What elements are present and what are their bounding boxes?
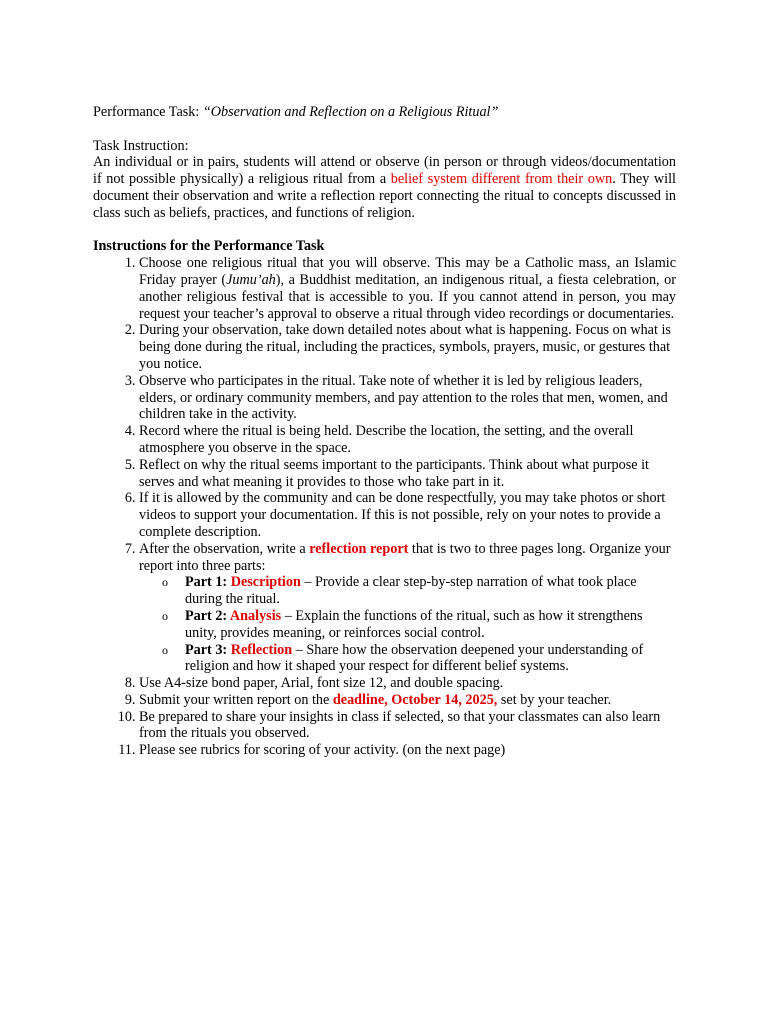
- instructions-list: [93, 255, 676, 759]
- document-title: [93, 104, 676, 121]
- report-part-1: [162, 574, 676, 608]
- instruction-item-4: 4. Record where the ritual is being held. Describe the location, the setting, and the overall atmosphere you observe in the space.: [139, 423, 676, 457]
- part-2-label: Part 2:: [185, 607, 230, 624]
- report-part-3: [162, 641, 676, 676]
- bullet-icon: o: [162, 642, 168, 657]
- task-instruction-paragraph: [93, 154, 676, 221]
- instruction-item-1: [139, 255, 676, 322]
- part-3-text: – Share how the observation deepened your understanding of religion and how it shaped your respect for different belief systems.: [185, 641, 644, 675]
- title-name: “Observation and Reflection on a Religious Ritual”: [202, 104, 499, 120]
- part-2-text: – Explain the functions of the ritual, such as how it strengthens unity, provides meaning, or reinforces social control.: [185, 607, 643, 641]
- instruction-item-9: [139, 692, 676, 709]
- task-instruction-text-1: An individual or in pairs, students will attend or observe (in person or through videos/documentation if not possible physically) a religious ritual from a: [93, 154, 676, 188]
- instruction-item-6: 6. If it is allowed by the community and can be done respectfully, you may take photos or short videos to support your documentation. If this is not possible, rely on your notes to provide a complete description.: [139, 490, 676, 540]
- instruction-1-text-b: ), a Buddhist meditation, an indigenous ritual, a fiesta celebration, or another religious festival that is accessible to you. If you cannot attend in person, you may request your teacher’s approval to observe a ritual through video recordings or documentaries.: [139, 271, 676, 322]
- deadline-highlight: deadline, October 14, 2025,: [332, 691, 498, 708]
- bullet-icon: o: [162, 575, 168, 590]
- instruction-item-7: [139, 541, 676, 675]
- part-2-highlight: Analysis: [229, 607, 282, 624]
- instructions-heading: Instructions for the Performance Task: [93, 238, 325, 255]
- part-1-text: – Provide a clear step-by-step narration of what took place during the ritual.: [185, 574, 637, 608]
- task-instruction-heading: Task Instruction:: [93, 137, 189, 154]
- instruction-1-emphasis: Jumu’ah: [226, 271, 276, 288]
- part-1-highlight: Description: [230, 574, 301, 591]
- instruction-item-8: 8. Use A4-size bond paper, Arial, font size 12, and double spacing.: [139, 675, 676, 692]
- instruction-item-5: 5. Reflect on why the ritual seems important to the participants. Think about what purpose it serves and what meaning it provides to those who take part in it.: [139, 457, 676, 491]
- instruction-item-2: 2. During your observation, take down detailed notes about what is happening. Focus on what is being done during the ritual, including the practices, symbols, prayers, music, or gestures that you notice.: [139, 322, 676, 372]
- report-part-2: [162, 607, 676, 642]
- instruction-7-text-a: After the observation, write a: [139, 540, 310, 557]
- title-label: Performance Task:: [93, 104, 200, 120]
- instruction-item-3: 3. Observe who participates in the ritual. Take note of whether it is led by religious leaders, elders, or ordinary community members, and pay attention to the roles that men, women, and children take in the activity.: [139, 373, 676, 423]
- bullet-icon: o: [162, 608, 168, 623]
- part-3-highlight: Reflection: [230, 641, 293, 658]
- instruction-item-10: 10. Be prepared to share your insights in class if selected, so that your classmates can also learn from the rituals you observed.: [139, 709, 676, 743]
- instruction-9-text-a: Submit your written report on the: [139, 691, 333, 708]
- instruction-7-highlight: reflection report: [309, 540, 409, 557]
- part-1-label: Part 1:: [185, 574, 231, 591]
- instruction-item-11: 11. Please see rubrics for scoring of your activity. (on the next page): [139, 742, 676, 759]
- part-3-label: Part 3:: [185, 641, 231, 658]
- task-instruction-text-2: . They will document their observation and write a reflection report connecting the ritual to concepts discussed in class such as beliefs, practices, and functions of religion.: [93, 171, 676, 221]
- instruction-7-text-b: that is two to three pages long. Organize your report into three parts:: [139, 540, 671, 574]
- report-parts-list: [139, 574, 676, 675]
- instruction-1-text-a: Choose one religious ritual that you will observe. This may be a Catholic mass, an Islamic Friday prayer (: [139, 255, 676, 288]
- document-page: [93, 104, 676, 759]
- task-instruction-highlight: belief system different from their own: [390, 171, 613, 188]
- instruction-9-text-b: set by your teacher.: [497, 691, 612, 708]
